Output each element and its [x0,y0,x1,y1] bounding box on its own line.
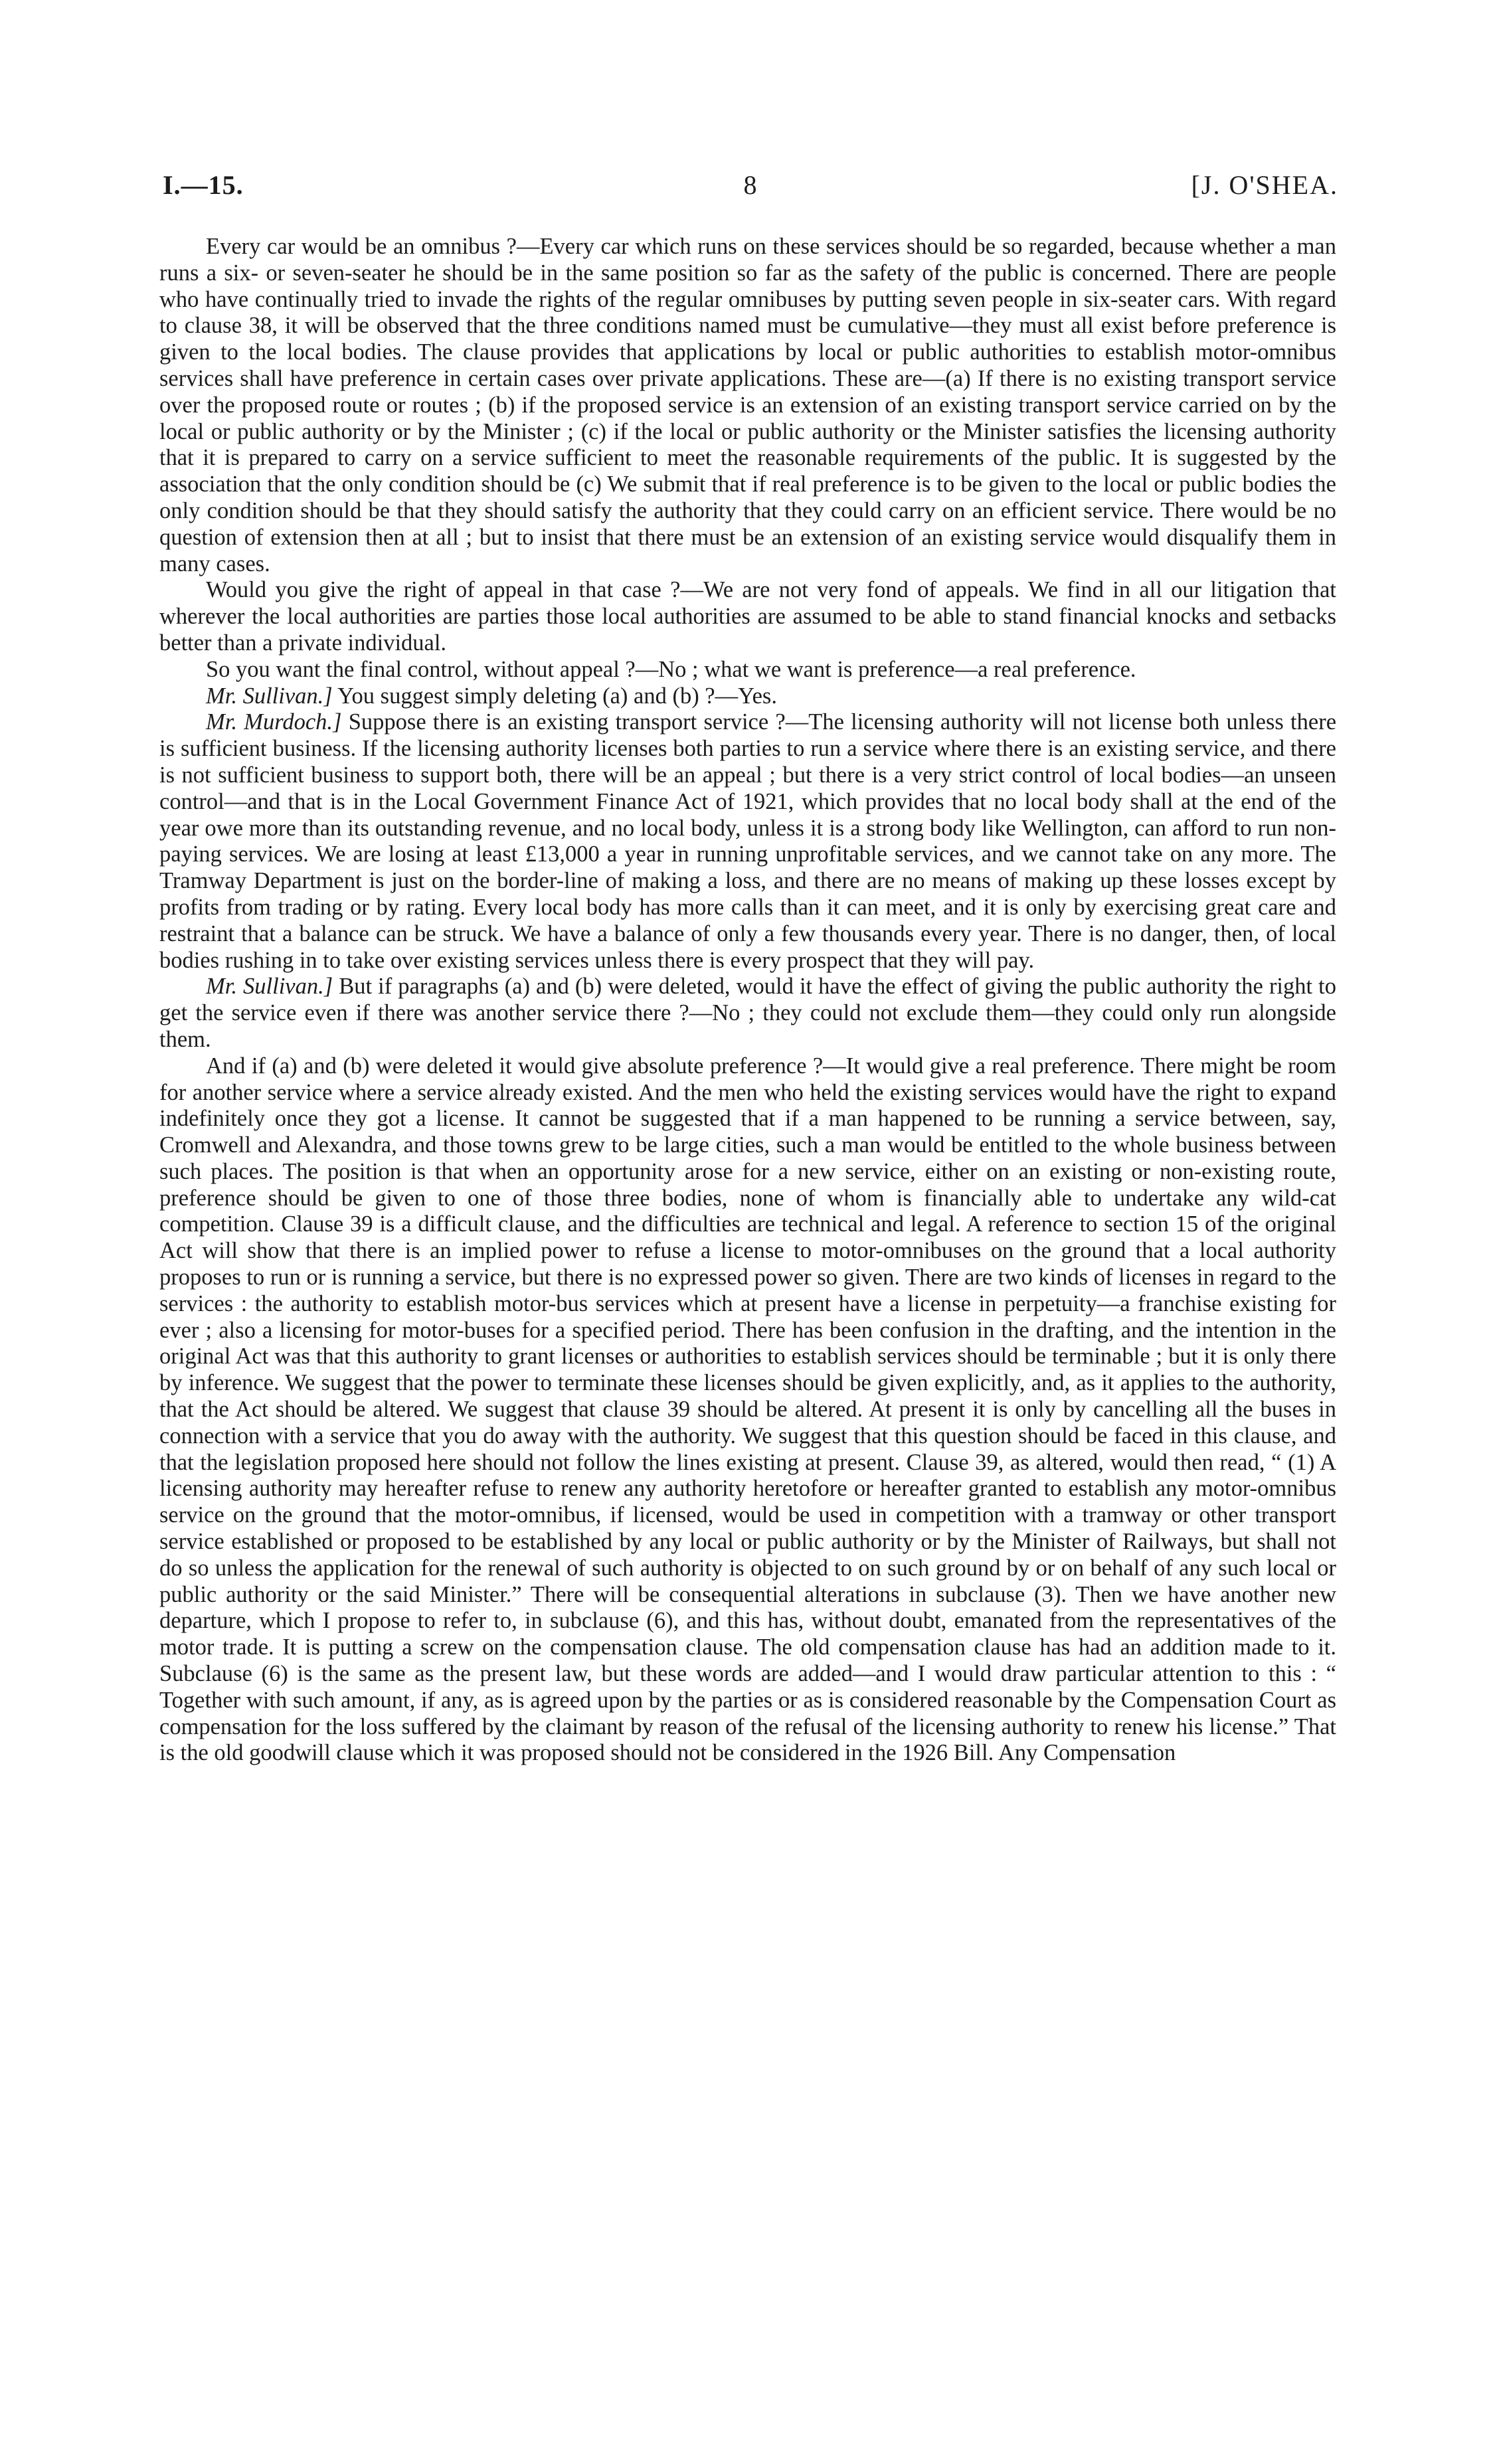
paragraph-text: So you want the final control, without appeal ?—No ; what we want is preference—a real preference. [206,656,1136,682]
paragraph-text: But if paragraphs (a) and (b) were deleted, would it have the effect of giving the public authority the right to get the service even if there was another service there ?—No ; they could not exclude them—they could only run alongside them. [159,974,1337,1052]
paragraph [159,709,1336,974]
witness-name: [J. O'SHEA. [1191,170,1338,200]
speaker-label: Mr. Sullivan.] [206,974,333,1000]
paragraph [159,1053,1336,1767]
speaker-label: Mr. Murdoch.] [206,709,342,735]
page-number: 8 [743,170,758,200]
paragraph [159,974,1336,1053]
page-header [163,169,1338,209]
paragraph-text: Would you give the right of appeal in that case ?—We are not very fond of appeals. We find in all our litigation that wherever the local authorities are parties those local authorities are assumed to be able to stand financial knocks and setbacks better than a private individual. [159,577,1336,656]
paragraph [159,657,1336,683]
paragraph-text: And if (a) and (b) were deleted it would give absolute preference ?—It would give a real preference. There might be room for another service where a service already existed. And the men who held the existing services would have the right to expand indefinitely once they got a license. It cannot be suggested that if a man happened to be running a service between, say, Cromwell and Alexandra, and those towns grew to be large cities, such a man would be entitled to the whole business between such places. The position is that when an opportunity arose for a new service, either on an existing or non-existing route, preference should be given to one of those three bodies, none of whom is financially able to undertake any wild-cat competition. Clause 39 is a difficult clause, and the difficulties are technical and legal. A reference to section 15 of the original Act will show that there is an implied power to refuse a license to motor-omnibuses on the ground that a local authority proposes to run or is running a service, but there is no expressed power so given. There are two kinds of licenses in regard to the services : the authority to establish motor-bus services which at present have a license in perpetuity—a franchise existing for ever ; also a licensing for motor-buses for a specified period. There has been confusion in the drafting, and the intention in the original Act was that this authority to grant licenses or authorities to establish services should be terminable ; but it is only there by inference. We suggest that the power to terminate these licenses should be given explicitly, and, as it applies to the authority, that the Act should be altered. We suggest that clause 39 should be altered. At present it is only by cancelling all the buses in connection with a service that you do away with the authority. We suggest that this question should be faced in this clause, and that the legislation proposed here should not follow the lines existing at present. Clause 39, as altered, would then read, “ (1) A licensing authority may hereafter refuse to renew any authority heretofore or hereafter granted to establish any motor-omnibus service on the ground that the motor-omnibus, if licensed, would be used in competition with a tramway or other transport service established or proposed to be established by any local or public authority or by the Minister of Railways, but shall not do so unless the application for the renewal of such authority is objected to on such ground by or on behalf of any such local or public authority or the said Minister.” There will be consequential alterations in subclause (3). Then we have another new departure, which I propose to refer to, in subclause (6), and this has, without doubt, emanated from the representatives of the motor trade. It is putting a screw on the compensation clause. The old compensation clause has had an addition made to it. Subclause (6) is the same as the present law, but these words are added—and I would draw particular attention to this : “ Together with such amount, if any, as is agreed upon by the parties or as is considered reasonable by the Compensation Court as compensation for the loss suffered by the claimant by reason of the refusal of the licensing authority to renew his license.” That is the old goodwill clause which it was proposed should not be considered in the 1926 Bill. Any Compensation [159,1053,1336,1766]
paragraph-text: Every car would be an omnibus ?—Every car which runs on these services should be so regarded, because whether a man runs a six- or seven-seater he should be in the same position so far as the safety of the public is concerned. There are people who have continually tried to invade the rights of the regular omnibuses by putting seven people in six-seater cars. With regard to clause 38, it will be observed that the three conditions named must be cumulative—they must all exist before preference is given to the local bodies. The clause provides that applications by local or public authorities to establish motor-omnibus services shall have preference in certain cases over private applications. These are—(a) If there is no existing transport service over the proposed route or routes ; (b) if the proposed service is an extension of an existing transport service carried on by the local or public authority or by the Minister ; (c) if the local or public authority or the Minister satisfies the licensing authority that it is prepared to carry on a service sufficient to meet the reasonable requirements of the public. It is suggested by the association that the only condition should be (c) We submit that if real preference is to be given to the local or public bodies the only condition should be that they should satisfy the authority that they could carry on an efficient service. There would be no question of extension then at all ; but to insist that there must be an extension of an existing service would disqualify them in many cases. [159,234,1336,576]
page-body [159,234,1336,1767]
paragraph-text: You suggest simply deleting (a) and (b) ?—Yes. [337,683,777,709]
paragraph [159,234,1336,577]
speaker-label: Mr. Sullivan.] [206,683,333,709]
parliamentary-paper-reference: I.—15. [163,170,244,200]
paragraph-text: Suppose there is an existing transport service ?—The licensing authority will not license both unless there is sufficient business. If the licensing authority licenses both parties to run a service where there is an existing service, and there is not sufficient business to support both, there will be an appeal ; but there is a very strict control of local bodies—an unseen control—and that is in the Local Government Finance Act of 1921, which provides that no local body shall at the end of the year owe more than its outstanding revenue, and no local body, unless it is a strong body like Wellington, can afford to run non-paying services. We are losing at least £13,000 a year in running unprofitable services, and we cannot take on any more. The Tramway Department is just on the border-line of making a loss, and there are no means of making up these losses except by profits from trading or by rating. Every local body has more calls than it can meet, and it is only by exercising great care and restraint that a balance can be struck. We have a balance of only a few thousands every year. There is no danger, then, of local bodies rushing in to take over existing services unless there is every prospect that they will pay. [159,709,1337,973]
paragraph [159,683,1336,710]
paragraph [159,577,1336,656]
